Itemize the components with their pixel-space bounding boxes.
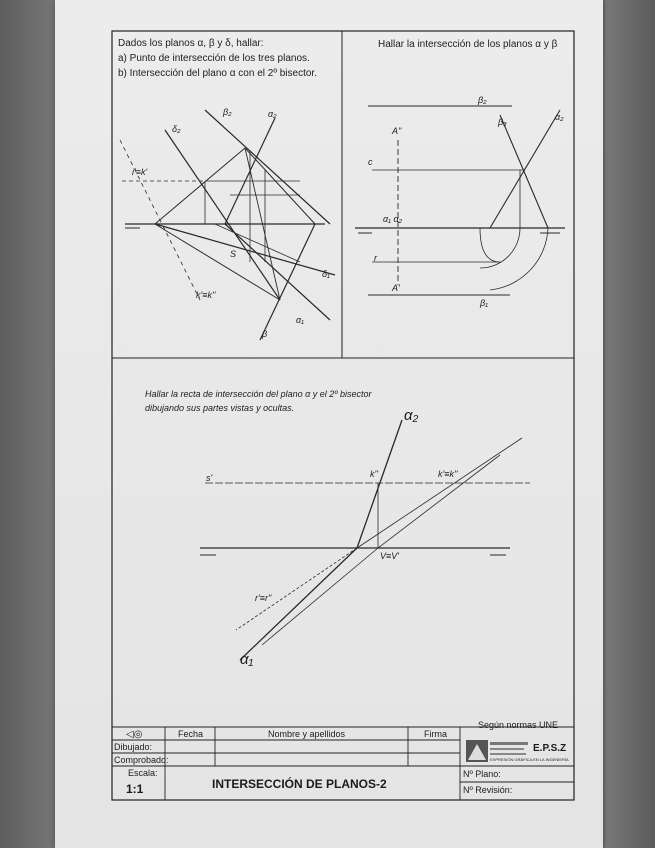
fold-arc-1: [480, 228, 500, 262]
label-s-tl: S: [230, 249, 237, 259]
label-alpha2-tl: α₂: [268, 109, 277, 119]
label-delta1-tl: δ₁: [322, 269, 330, 279]
school-name: E.P.S.Z: [533, 743, 567, 754]
construction-2: [245, 148, 315, 224]
statement-tl-line1: Dados los planos α, β y δ, hallar:: [118, 38, 264, 49]
label-alpha1-b: α₁: [240, 651, 254, 668]
alpha1-trace-b: [240, 548, 357, 660]
diagram-bottom: [200, 420, 530, 660]
delta1-trace: [155, 224, 335, 275]
statement-b-line2: dibujando sus partes vistas y ocultas.: [145, 403, 295, 413]
beta2-trace: [205, 107, 330, 224]
col-nombre: Nombre y apellidos: [268, 729, 346, 739]
intersection-line-2: [262, 548, 378, 645]
label-b3-tr: β₃: [498, 117, 507, 127]
label-s-b: s': [206, 473, 213, 483]
label-v-b: V≡V': [380, 551, 399, 561]
label-b1-tr: β₁: [480, 298, 488, 308]
norms-label: Según normas UNE: [478, 720, 559, 730]
beta3-trace-tr: [500, 115, 548, 228]
label-a1a2-tr: α₁ α₂: [383, 214, 403, 224]
intersection-hidden-1: [236, 548, 357, 630]
alpha2-trace-tr: [490, 110, 560, 228]
label-kk-b: k'≡k'': [438, 469, 458, 479]
construction-1: [155, 148, 245, 224]
label-kk-tl: k'≡k'': [196, 290, 216, 300]
statement-tl-line3: b) Intersección del plano α con el 2º bisector.: [118, 68, 317, 79]
statement-tl-line2: a) Punto de intersección de los tres planos.: [118, 53, 310, 64]
construction-3: [155, 224, 280, 300]
row-comprobado: Comprobado:: [114, 755, 169, 765]
label-delta2-tl: δ₂: [172, 124, 181, 134]
label-alpha1-tl: α₁: [296, 315, 304, 325]
plano-label: Nº Plano:: [463, 769, 501, 779]
label-alpha2-b: α₂: [404, 407, 419, 424]
diagram-top-left: [120, 107, 335, 340]
statement-tr: Hallar la intersección de los planos α y β: [378, 39, 558, 50]
label-ikk-tl: i'≡k': [132, 167, 148, 177]
label-b2-tr: β₂: [478, 95, 487, 105]
escala-label: Escala:: [128, 768, 158, 778]
col-fecha: Fecha: [178, 729, 204, 739]
alpha2-trace-b: [357, 420, 402, 548]
intersection-visible-1: [357, 438, 522, 548]
escala-value: 1:1: [126, 782, 144, 796]
label-c-tr: c: [368, 157, 373, 167]
alpha1-trace: [225, 224, 330, 320]
delta2-trace: [165, 130, 280, 300]
construction-9: [215, 224, 300, 262]
label-a2-tr: α₂: [555, 112, 564, 122]
label-A1-tr: A': [392, 283, 400, 293]
label-r-tr: r: [374, 253, 377, 263]
drawing-title: INTERSECCIÓN DE PLANOS-2: [212, 777, 387, 791]
projection-symbol: ◁◎: [126, 729, 143, 740]
col-firma: Firma: [424, 729, 447, 739]
row-dibujado: Dibujado:: [114, 742, 153, 752]
label-beta2-tl: β₂: [223, 107, 232, 117]
label-k2-b: k'': [370, 469, 378, 479]
label-r-b: r'≡r'': [255, 593, 272, 603]
revision-label: Nº Revisión:: [463, 785, 513, 795]
label-beta1-tl: β: [262, 329, 268, 339]
sheet-frame: [112, 31, 574, 800]
school-subtitle: EXPRESIÓN GRÁFICA EN LA INGENIERÍA: [490, 757, 569, 762]
statement-b-line1: Hallar la recta de intersección del plano α y el 2º bisector: [145, 389, 372, 399]
label-A2-tr: A'': [392, 126, 402, 136]
diagram-top-right: [355, 106, 565, 295]
